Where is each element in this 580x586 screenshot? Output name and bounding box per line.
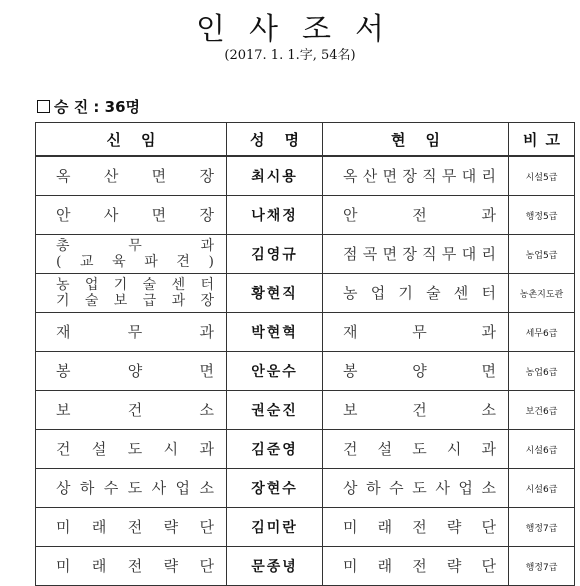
current-post-cell (323, 156, 509, 196)
remark-cell: 농업5급 (509, 235, 575, 274)
employee-name-cell: 박현혁 (227, 313, 323, 352)
remark-cell: 농촌지도관 (509, 274, 575, 313)
employee-name-cell: 최시용 (227, 156, 323, 196)
table-row (36, 156, 575, 196)
employee-name-cell: 나채정 (227, 196, 323, 235)
spread-text-line: 건 설 도 시 과 (343, 439, 496, 458)
new-post-cell (36, 274, 227, 313)
table-row (36, 469, 575, 508)
spread-text-line: 미 래 전 략 단 (343, 517, 496, 536)
new-post-cell (36, 391, 227, 430)
table-row (36, 235, 575, 274)
remark-cell: 보건6급 (509, 391, 575, 430)
new-post-cell (36, 430, 227, 469)
spread-text-line: 안 전 과 (343, 205, 496, 224)
remark-cell: 행정5급 (509, 196, 575, 235)
current-post-cell (323, 235, 509, 274)
section-heading-text: 승 진 : 36명 (54, 98, 141, 116)
employee-name-cell: 황현직 (227, 274, 323, 313)
section-heading (37, 96, 140, 117)
employee-name-cell: 안운수 (227, 352, 323, 391)
spread-text-line: 기 술 보 급 과 장 (56, 293, 214, 309)
current-post-cell (323, 430, 509, 469)
new-post-cell (36, 196, 227, 235)
new-post-cell (36, 469, 227, 508)
new-post-cell (36, 508, 227, 547)
spread-text-line: 봉 양 면 (56, 361, 214, 380)
current-post-cell (323, 352, 509, 391)
new-post-cell (36, 313, 227, 352)
remark-cell: 행정7급 (509, 547, 575, 586)
header-new-post: 신임 (36, 123, 227, 157)
spread-text-line: 건 설 도 시 과 (56, 439, 214, 458)
spread-text-line: 재 무 과 (343, 322, 496, 341)
header-remark: 비고 (509, 123, 575, 157)
spread-text-line: ( 교 육 파 견 ) (56, 254, 214, 270)
employee-name-cell: 김준영 (227, 430, 323, 469)
table-row (36, 313, 575, 352)
table-row (36, 391, 575, 430)
spread-text-line: 총 무 과 (56, 238, 214, 254)
spread-text-line: 미 래 전 략 단 (343, 556, 496, 575)
table-row (36, 547, 575, 586)
employee-name-cell: 문종녕 (227, 547, 323, 586)
spread-text-line: 미 래 전 략 단 (56, 556, 214, 575)
remark-cell: 세무6급 (509, 313, 575, 352)
employee-name-cell: 김영규 (227, 235, 323, 274)
spread-text-line: 상 하 수 도 사 업 소 (343, 478, 496, 497)
current-post-cell (323, 196, 509, 235)
document-subtitle: (2017. 1. 1.字, 54名) (224, 48, 356, 63)
spread-text-line: 농 업 기 술 센 터 (56, 277, 214, 293)
remark-cell: 시설6급 (509, 469, 575, 508)
spread-text-line: 봉 양 면 (343, 361, 496, 380)
remark-cell: 행정7급 (509, 508, 575, 547)
table-row (36, 508, 575, 547)
spread-text-line: 보 건 소 (56, 400, 214, 419)
new-post-cell (36, 156, 227, 196)
current-post-cell (323, 313, 509, 352)
new-post-cell (36, 352, 227, 391)
table-row (36, 352, 575, 391)
spread-text-line: 재 무 과 (56, 322, 214, 341)
remark-cell: 시설6급 (509, 430, 575, 469)
checkbox-square-icon (37, 100, 50, 113)
employee-name-cell: 권순진 (227, 391, 323, 430)
new-post-cell (36, 547, 227, 586)
table-row (36, 196, 575, 235)
new-post-cell (36, 235, 227, 274)
employee-name-cell: 장현수 (227, 469, 323, 508)
table-body (36, 156, 575, 586)
remark-cell: 시설5급 (509, 156, 575, 196)
table-header-row (36, 123, 575, 157)
personnel-table (35, 122, 575, 586)
employee-name-cell: 김미란 (227, 508, 323, 547)
spread-text-line: 옥 산 면 장 직 무 대 리 (343, 166, 496, 185)
header-name: 성명 (227, 123, 323, 157)
current-post-cell (323, 391, 509, 430)
current-post-cell (323, 508, 509, 547)
spread-text-line: 안 사 면 장 (56, 205, 214, 224)
spread-text-line: 미 래 전 략 단 (56, 517, 214, 536)
remark-cell: 농업6급 (509, 352, 575, 391)
table-row (36, 274, 575, 313)
table-row (36, 430, 575, 469)
spread-text-line: 상 하 수 도 사 업 소 (56, 478, 214, 497)
spread-text-line: 점 곡 면 장 직 무 대 리 (343, 244, 496, 263)
header-current-post: 현임 (323, 123, 509, 157)
spread-text-line: 옥 산 면 장 (56, 166, 214, 185)
spread-text-line: 농 업 기 술 센 터 (343, 283, 496, 302)
current-post-cell (323, 274, 509, 313)
current-post-cell (323, 469, 509, 508)
document-title: 인사조서 (196, 12, 408, 47)
current-post-cell (323, 547, 509, 586)
spread-text-line: 보 건 소 (343, 400, 496, 419)
